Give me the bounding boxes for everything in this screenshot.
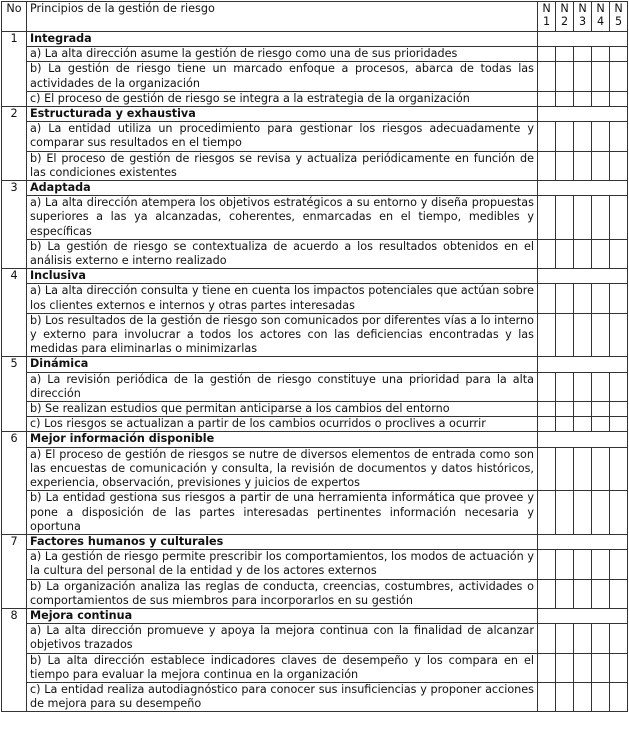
rating-cell-n3[interactable] (574, 47, 592, 62)
criterion-text: c) El proceso de gestión de riesgo se integra a la estrategia de la organización (27, 91, 538, 106)
rating-cell-n2[interactable] (556, 47, 574, 62)
rating-cell-n5[interactable] (610, 91, 628, 106)
column-header-n1: N 1 (538, 2, 556, 32)
rating-cell-n5[interactable] (610, 196, 628, 240)
rating-cell-n5[interactable] (610, 47, 628, 62)
column-header-n4: N 4 (592, 2, 610, 32)
rating-cell-n5[interactable] (610, 447, 628, 491)
rating-cell-n1[interactable] (538, 550, 556, 579)
rating-cell-n1[interactable] (538, 447, 556, 491)
rating-cell-n3[interactable] (574, 284, 592, 313)
rating-cell-n1[interactable] (538, 491, 556, 535)
rating-cell-n4[interactable] (592, 122, 610, 151)
principle-name: Adaptada (27, 181, 538, 196)
rating-cell-n1[interactable] (538, 653, 556, 682)
criterion-row (2, 682, 628, 711)
column-header-n3: N 3 (574, 2, 592, 32)
rating-cell-n3[interactable] (574, 624, 592, 653)
rating-cell-n1[interactable] (538, 402, 556, 417)
rating-cell-n4[interactable] (592, 239, 610, 268)
group-rating-blank (538, 107, 628, 122)
rating-cell-n4[interactable] (592, 550, 610, 579)
criterion-row (2, 62, 628, 91)
rating-cell-n2[interactable] (556, 239, 574, 268)
rating-cell-n1[interactable] (538, 417, 556, 432)
principle-name: Mejora continua (27, 608, 538, 623)
rating-cell-n2[interactable] (556, 62, 574, 91)
rating-cell-n5[interactable] (610, 122, 628, 151)
criterion-text: c) La entidad realiza autodiagnóstico para conocer sus insuficiencias y proponer acciones de mejora para su desempeño (27, 682, 538, 711)
criterion-text: b) El proceso de gestión de riesgos se revisa y actualiza periódicamente en función de las condiciones existentes (27, 151, 538, 180)
rating-cell-n3[interactable] (574, 196, 592, 240)
rating-cell-n5[interactable] (610, 239, 628, 268)
principle-name: Mejor información disponible (27, 432, 538, 447)
principle-number: 6 (2, 432, 27, 534)
rating-cell-n4[interactable] (592, 682, 610, 711)
criterion-text: a) La alta dirección asume la gestión de riesgo como una de sus prioridades (27, 47, 538, 62)
rating-cell-n2[interactable] (556, 682, 574, 711)
criterion-text: a) La alta dirección consulta y tiene en cuenta los impactos potenciales que actúan sobre los clientes externos e internos y otras partes interesadas (27, 284, 538, 313)
group-rating-blank (538, 608, 628, 623)
principle-name: Estructurada y exhaustiva (27, 107, 538, 122)
rating-cell-n5[interactable] (610, 624, 628, 653)
rating-cell-n1[interactable] (538, 47, 556, 62)
principle-number: 4 (2, 269, 27, 357)
criterion-text: a) La revisión periódica de la gestión de riesgo constituye una prioridad para la alta dirección (27, 372, 538, 401)
rating-cell-n1[interactable] (538, 372, 556, 401)
principle-name: Inclusiva (27, 269, 538, 284)
rating-cell-n1[interactable] (538, 196, 556, 240)
rating-cell-n5[interactable] (610, 653, 628, 682)
rating-cell-n1[interactable] (538, 579, 556, 608)
rating-cell-n3[interactable] (574, 550, 592, 579)
criterion-row (2, 239, 628, 268)
rating-cell-n4[interactable] (592, 402, 610, 417)
criterion-row (2, 550, 628, 579)
principle-group-row (2, 32, 628, 47)
rating-cell-n3[interactable] (574, 91, 592, 106)
criterion-text: b) La entidad gestiona sus riesgos a partir de una herramienta informática que provee y pone a disposición de las partes interesadas pertinentes información necesaria y oportuna (27, 491, 538, 535)
rating-cell-n5[interactable] (610, 284, 628, 313)
column-header-n5: N 5 (610, 2, 628, 32)
principle-group-row (2, 357, 628, 372)
criterion-text: a) La alta dirección promueve y apoya la mejora continua con la finalidad de alcanzar objetivos trazados (27, 624, 538, 653)
column-header-no: No (2, 2, 27, 32)
principle-name: Integrada (27, 32, 538, 47)
rating-cell-n2[interactable] (556, 151, 574, 180)
rating-cell-n3[interactable] (574, 447, 592, 491)
rating-cell-n4[interactable] (592, 624, 610, 653)
criterion-text: c) Los riesgos se actualizan a partir de los cambios ocurridos o proclives a ocurrir (27, 417, 538, 432)
rating-cell-n2[interactable] (556, 624, 574, 653)
rating-cell-n3[interactable] (574, 313, 592, 357)
criterion-row (2, 402, 628, 417)
principles-table (1, 1, 628, 712)
criterion-text: b) La alta dirección establece indicadores claves de desempeño y los compara en el tiempo para evaluar la mejora continua en la organización (27, 653, 538, 682)
rating-cell-n3[interactable] (574, 402, 592, 417)
criterion-row (2, 491, 628, 535)
criterion-row (2, 196, 628, 240)
rating-cell-n3[interactable] (574, 62, 592, 91)
criterion-row (2, 447, 628, 491)
criterion-text: a) La entidad utiliza un procedimiento para gestionar los riesgos adecuadamente y comparar sus resultados en el tiempo (27, 122, 538, 151)
rating-cell-n4[interactable] (592, 579, 610, 608)
rating-cell-n4[interactable] (592, 372, 610, 401)
criterion-text: b) La organización analiza las reglas de conducta, creencias, costumbres, actividades o comportamientos de sus miembros para incorporarlos en su gestión (27, 579, 538, 608)
rating-cell-n2[interactable] (556, 491, 574, 535)
rating-cell-n3[interactable] (574, 682, 592, 711)
principle-number: 1 (2, 32, 27, 107)
rating-cell-n2[interactable] (556, 122, 574, 151)
rating-cell-n3[interactable] (574, 653, 592, 682)
principle-group-row (2, 181, 628, 196)
rating-cell-n5[interactable] (610, 579, 628, 608)
rating-cell-n4[interactable] (592, 196, 610, 240)
criterion-row (2, 624, 628, 653)
criterion-text: a) El proceso de gestión de riesgos se nutre de diversos elementos de entrada como son las encuestas de comunicación y consulta, la revisión de documentos y datos históricos, experiencia, observación, previsiones y juicios de expertos (27, 447, 538, 491)
rating-cell-n4[interactable] (592, 491, 610, 535)
rating-cell-n5[interactable] (610, 682, 628, 711)
rating-cell-n5[interactable] (610, 550, 628, 579)
criterion-row (2, 47, 628, 62)
rating-cell-n2[interactable] (556, 447, 574, 491)
criterion-text: a) La gestión de riesgo permite prescribir los comportamientos, los modos de actuación y la cultura del personal de la entidad y de los actores externos (27, 550, 538, 579)
table-header (2, 2, 628, 32)
principle-group-row (2, 269, 628, 284)
rating-cell-n4[interactable] (592, 417, 610, 432)
rating-cell-n2[interactable] (556, 313, 574, 357)
rating-cell-n4[interactable] (592, 313, 610, 357)
criterion-row (2, 579, 628, 608)
rating-cell-n1[interactable] (538, 122, 556, 151)
criterion-row (2, 313, 628, 357)
principle-number: 5 (2, 357, 27, 432)
principle-name: Factores humanos y culturales (27, 534, 538, 549)
rating-cell-n4[interactable] (592, 447, 610, 491)
rating-cell-n2[interactable] (556, 550, 574, 579)
criterion-row (2, 151, 628, 180)
criterion-row (2, 372, 628, 401)
principle-group-row (2, 534, 628, 549)
rating-cell-n5[interactable] (610, 402, 628, 417)
principle-number: 2 (2, 107, 27, 181)
principle-number: 8 (2, 608, 27, 711)
criterion-text: a) La alta dirección atempera los objetivos estratégicos a su entorno y diseña propuestas superiores a las ya alcanzadas, coherentes, enmarcadas en el tiempo, medibles y específicas (27, 196, 538, 240)
rating-cell-n4[interactable] (592, 91, 610, 106)
rating-cell-n4[interactable] (592, 47, 610, 62)
principle-number: 7 (2, 534, 27, 608)
criterion-row (2, 653, 628, 682)
rating-cell-n5[interactable] (610, 491, 628, 535)
rating-cell-n3[interactable] (574, 151, 592, 180)
rating-cell-n4[interactable] (592, 284, 610, 313)
rating-cell-n1[interactable] (538, 91, 556, 106)
rating-cell-n5[interactable] (610, 151, 628, 180)
criterion-row (2, 91, 628, 106)
group-rating-blank (538, 181, 628, 196)
rating-cell-n4[interactable] (592, 151, 610, 180)
rating-cell-n5[interactable] (610, 417, 628, 432)
rating-cell-n5[interactable] (610, 62, 628, 91)
criterion-row (2, 417, 628, 432)
rating-cell-n3[interactable] (574, 491, 592, 535)
rating-cell-n1[interactable] (538, 284, 556, 313)
criterion-text: b) Se realizan estudios que permitan anticiparse a los cambios del entorno (27, 402, 538, 417)
rating-cell-n3[interactable] (574, 417, 592, 432)
group-rating-blank (538, 269, 628, 284)
rating-cell-n3[interactable] (574, 579, 592, 608)
criterion-text: b) La gestión de riesgo tiene un marcado enfoque a procesos, abarca de todas las actividades de la organización (27, 62, 538, 91)
criterion-text: b) La gestión de riesgo se contextualiza de acuerdo a los resultados obtenidos en el análisis externo e interno realizado (27, 239, 538, 268)
rating-cell-n2[interactable] (556, 402, 574, 417)
principle-group-row (2, 107, 628, 122)
rating-cell-n2[interactable] (556, 372, 574, 401)
column-header-principles: Principios de la gestión de riesgo (27, 2, 538, 32)
rating-cell-n1[interactable] (538, 151, 556, 180)
rating-cell-n4[interactable] (592, 62, 610, 91)
rating-cell-n2[interactable] (556, 91, 574, 106)
group-rating-blank (538, 534, 628, 549)
rating-cell-n5[interactable] (610, 313, 628, 357)
group-rating-blank (538, 32, 628, 47)
column-header-n2: N 2 (556, 2, 574, 32)
principle-group-row (2, 432, 628, 447)
criterion-row (2, 284, 628, 313)
rating-cell-n2[interactable] (556, 417, 574, 432)
rating-cell-n1[interactable] (538, 313, 556, 357)
rating-cell-n3[interactable] (574, 122, 592, 151)
principle-name: Dinámica (27, 357, 538, 372)
rating-cell-n5[interactable] (610, 372, 628, 401)
group-rating-blank (538, 432, 628, 447)
rating-cell-n2[interactable] (556, 653, 574, 682)
principle-number: 3 (2, 181, 27, 269)
group-rating-blank (538, 357, 628, 372)
rating-cell-n3[interactable] (574, 372, 592, 401)
rating-cell-n1[interactable] (538, 239, 556, 268)
rating-cell-n1[interactable] (538, 62, 556, 91)
rating-cell-n2[interactable] (556, 284, 574, 313)
principle-group-row (2, 608, 628, 623)
criterion-row (2, 122, 628, 151)
rating-cell-n2[interactable] (556, 579, 574, 608)
rating-cell-n1[interactable] (538, 682, 556, 711)
criterion-text: b) Los resultados de la gestión de riesgo son comunicados por diferentes vías a lo interno y externo para involucrar a todos los actores con las deficiencias encontradas y las medidas para eliminarlas o minimizarlas (27, 313, 538, 357)
rating-cell-n1[interactable] (538, 624, 556, 653)
rating-cell-n2[interactable] (556, 196, 574, 240)
rating-cell-n3[interactable] (574, 239, 592, 268)
rating-cell-n4[interactable] (592, 653, 610, 682)
